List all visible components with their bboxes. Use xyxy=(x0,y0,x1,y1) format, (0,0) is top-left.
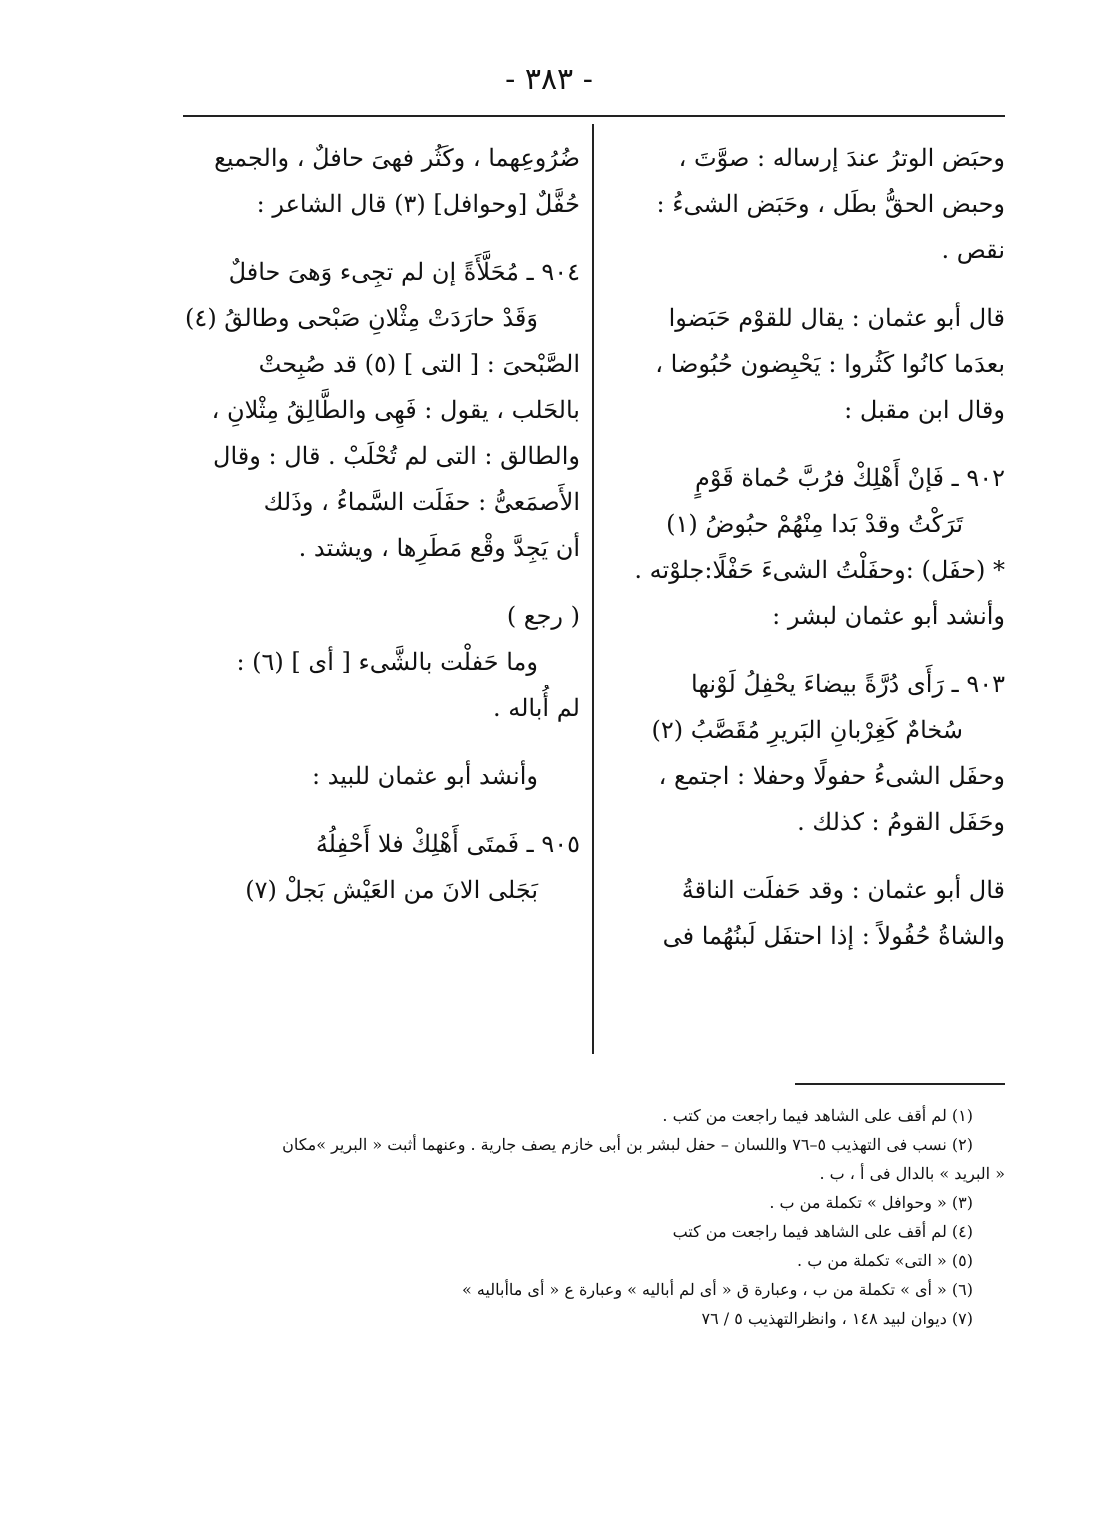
text-line: والشاةُ حُفُولاً : إذا احتفَل لَبنُهُما فى xyxy=(662,922,1005,950)
text-line: بالحَلب ، يقول : فَهِى والطَّالِقُ مِثْلانِ ، xyxy=(211,396,580,424)
header-rule xyxy=(183,115,1005,117)
text-line: لم أُباله . xyxy=(492,694,580,722)
text-line: وحبَض الوترُ عندَ إرساله : صوَّتَ ، xyxy=(678,144,1005,172)
text-line: وما حَفلْت بالشَّىء [ أى ] (٦) : xyxy=(236,648,538,676)
text-line: وحفَل الشىءُ حفولًا وحفلا : اجتمع ، xyxy=(658,762,1005,790)
text-line: الأَصمَعىُّ : حفَلَت السَّماءُ ، وذَلك xyxy=(263,488,580,516)
verse-904-line2: وَقَدْ حارَدَتْ مِثْلانِ صَبْحى وطالقُ (٤) xyxy=(185,304,538,332)
text-line: أن يَجِدَّ وقْع مَطَرِها ، ويشتد . xyxy=(298,534,580,562)
left-column xyxy=(185,135,580,913)
footnote: (٣) « وحوافل » تكملة من ب . xyxy=(769,1193,973,1212)
column-divider xyxy=(592,124,594,1054)
verse-905-line1: ٩٠٥ ـ فَمتَى أَهْلِكْ فلا أَحْفِلُهُ xyxy=(315,830,580,858)
footnotes xyxy=(185,1101,1005,1333)
text-line: ضُرُوعِهما ، وكَثُر فهىَ حافلٌ ، والجميع xyxy=(214,144,580,172)
footnote: (٥) « التى» تكملة من ب . xyxy=(797,1251,973,1270)
footnote: (٧) ديوان لبيد ١٤٨ ، وانظرالتهذيب ٥ / ٧٦ xyxy=(701,1309,973,1328)
text-line: الصَّبْحىَ : [ التى ] (٥) قد صُبِحتْ xyxy=(258,350,580,378)
text-line: وحبض الحقُّ بطَل ، وحَبَض الشىءُ : xyxy=(656,190,1005,218)
text-line: وأنشد أبو عثمان لبشر : xyxy=(772,602,1005,630)
text-line: حُفَّلٌ [وحوافل] (٣) قال الشاعر : xyxy=(256,190,580,218)
text-line: قال أبو عثمان : وقد حَفلَت الناقةُ xyxy=(681,876,1005,904)
text-line: وأنشد أبو عثمان للبيد : xyxy=(311,762,538,790)
verse-903-line1: ٩٠٣ ـ رَأَى دُرَّةً بيضاءَ يحْفِلُ لَوْنها xyxy=(691,670,1005,698)
verse-904-line1: ٩٠٤ ـ مُحَلَّأَةً إن لم تجِىء وَهىَ حافلٌ xyxy=(228,258,580,286)
footnote: (١) لم أقف على الشاهد فيما راجعت من كتب . xyxy=(662,1106,973,1125)
verse-902-line1: ٩٠٢ ـ فَإنْ أَهْلِكْ فرُبَّ حُماة قَوْمٍ xyxy=(694,464,1005,492)
text-line: وحَفَل القومُ : كذلك . xyxy=(797,808,1005,836)
right-column xyxy=(600,135,1005,959)
text-line: نقص . xyxy=(941,236,1005,264)
text-line: قال أبو عثمان : يقال للقوْم حَبَضوا xyxy=(668,304,1005,332)
footnote: (٢) نسب فى التهذيب ٥–٧٦ واللسان – حفل لبشر بن أبى خازم يصف جارية . وعنهما أثبت « البرير »مكان xyxy=(282,1135,973,1154)
footnote-rule xyxy=(795,1083,1005,1085)
footnote-continuation: « البريد » بالدال فى أ ، ب . xyxy=(819,1164,1005,1183)
text-line: بعدَما كانُوا كَثُروا : يَحْبِضون حُبُوضا ، xyxy=(655,350,1005,378)
entry-heading-hafal: * (حفَل) :وحفَلْتُ الشىءَ حَفْلًا:جلوْته . xyxy=(634,556,1005,584)
verse-903-line2: سُخامٌ كَغِرْبانِ البَريرِ مُقَصَّبُ (٢) xyxy=(651,716,963,744)
text-line: وقال ابن مقبل : xyxy=(844,396,1005,424)
footnote: (٤) لم أقف على الشاهد فيما راجعت من كتب xyxy=(672,1222,973,1241)
page-number: - ٣٨٣ - xyxy=(505,62,593,97)
verse-902-line2: تَرَكْتُ وقدْ بَدا مِنْهُمْ حبُوضُ (١) xyxy=(666,510,963,538)
section-marker-raja: ( رجع ) xyxy=(506,602,580,630)
text-line: والطالق : التى لم تُحْلَبْ . قال : وقال xyxy=(213,442,580,470)
footnote: (٦) « أى » تكملة من ب ، وعبارة ق « أى لم أباليه » وعبارة ع « أى ماأباليه » xyxy=(461,1280,973,1299)
verse-905-line2: بَجَلى الانَ من العَيْش بَجلْ (٧) xyxy=(245,876,538,904)
